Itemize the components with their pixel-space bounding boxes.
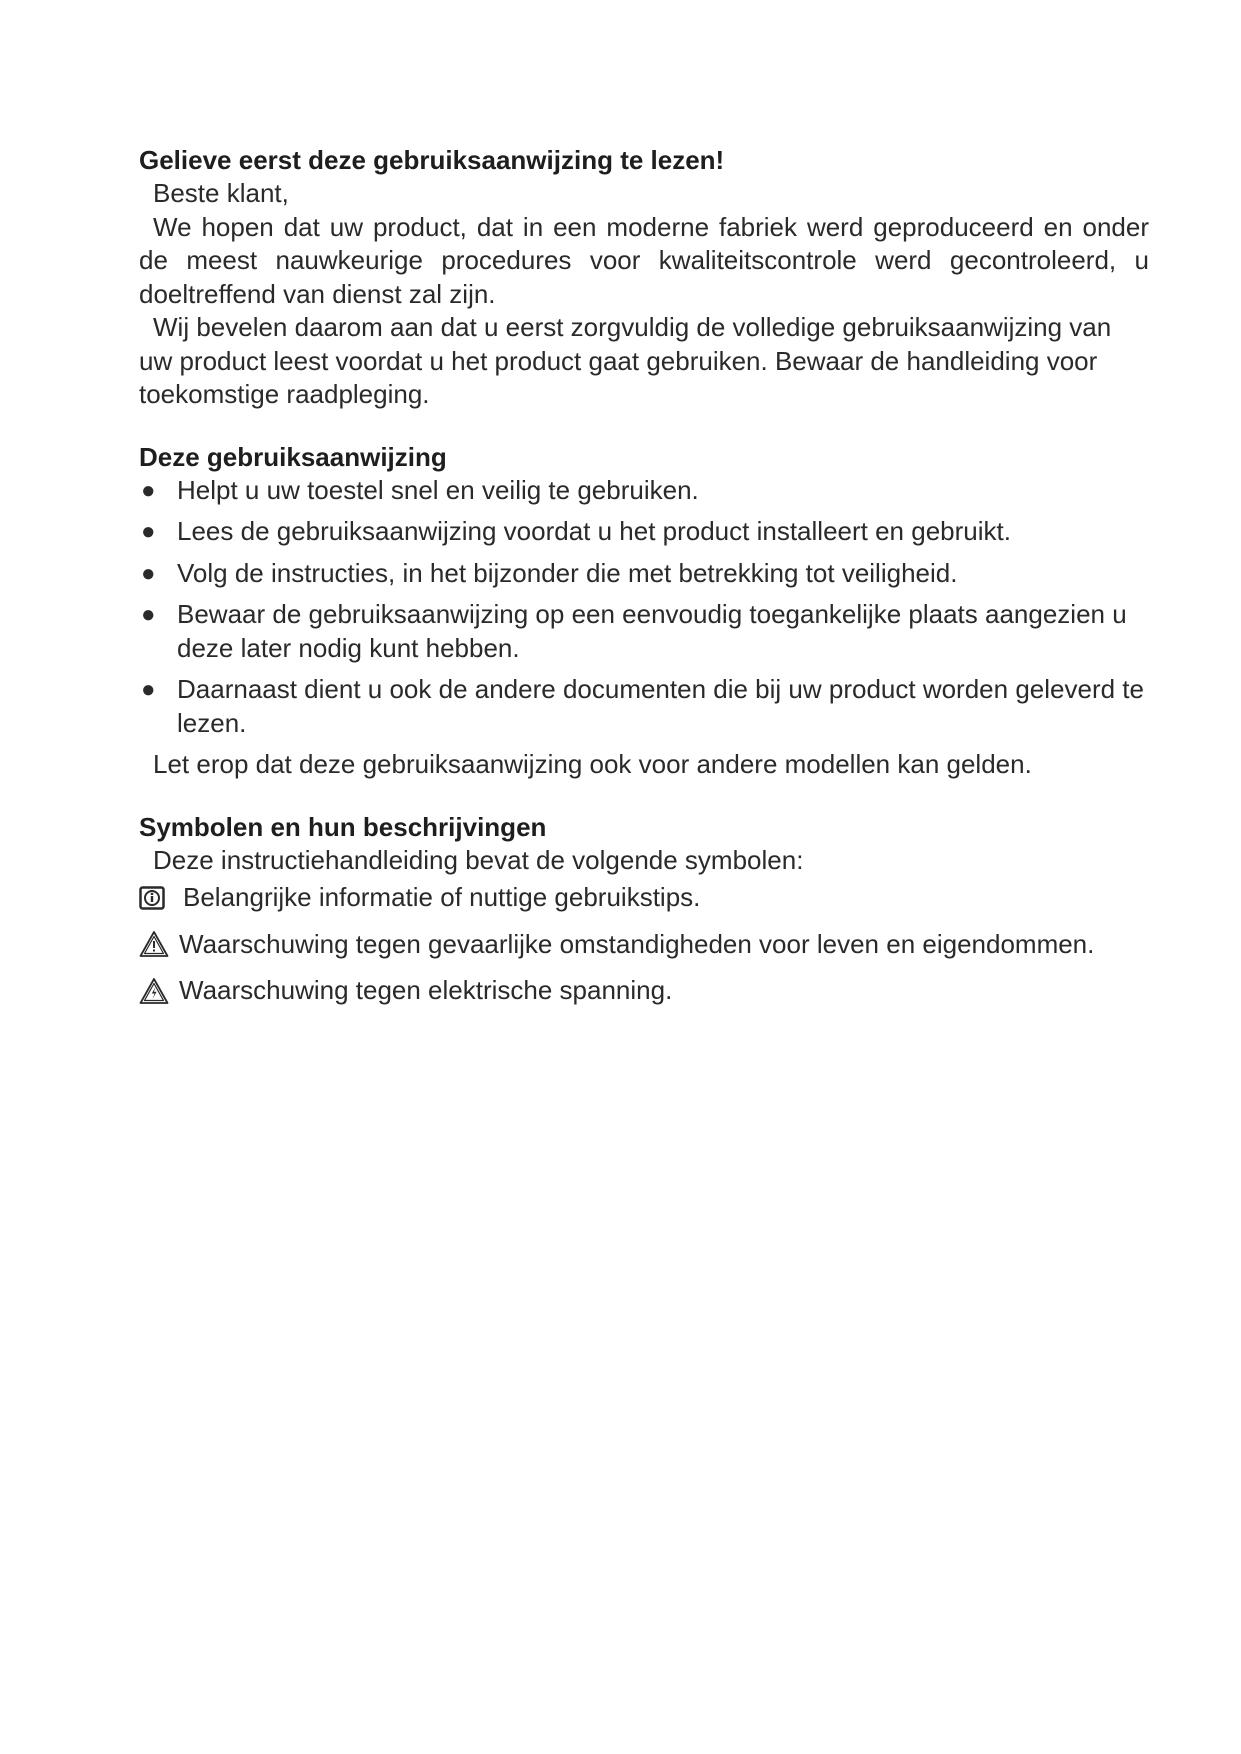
intro-paragraph-1: We hopen dat uw product, dat in een moderne fabriek werd geproduceerd en onder de meest nauwkeurige procedures voor kwaliteitscontrole werd gecontroleerd, u doeltreffend van dienst zal zijn. bbox=[139, 211, 1149, 309]
bullet-icon: ● bbox=[141, 601, 156, 628]
bullet-icon: ● bbox=[141, 476, 156, 504]
symbol-description: Waarschuwing tegen elektrische spanning. bbox=[179, 975, 673, 1005]
list-item: ● Lees de gebruiksaanwijzing voordat u het product installeert en gebruikt. bbox=[139, 515, 1149, 549]
warning-icon bbox=[139, 930, 169, 958]
bullet-icon: ● bbox=[141, 676, 156, 703]
list-item: ● Helpt u uw toestel snel en veilig te gebruiken. bbox=[139, 474, 1149, 508]
greeting: Beste klant, bbox=[153, 178, 289, 208]
section-heading-symbols: Symbolen en hun beschrijvingen bbox=[139, 811, 547, 842]
electric-warning-icon bbox=[139, 977, 169, 1005]
models-note: Let erop dat deze gebruiksaanwijzing ook voor andere modellen kan gelden. bbox=[153, 749, 1032, 779]
symbol-row-info bbox=[139, 881, 1149, 915]
section-heading-manual: Deze gebruiksaanwijzing bbox=[139, 441, 447, 472]
bullet-icon: ● bbox=[141, 518, 156, 545]
list-item: ● Daarnaast dient u ook de andere documenten die bij uw product worden geleverd te lezen. bbox=[141, 674, 1144, 738]
symbol-description: Waarschuwing tegen gevaarlijke omstandigheden voor leven en eigendommen. bbox=[179, 928, 1095, 959]
info-icon bbox=[139, 886, 165, 910]
list-item: ● Bewaar de gebruiksaanwijzing op een eenvoudig toegankelijke plaats aangezien u deze later nodig kunt hebben. bbox=[141, 599, 1127, 663]
section-heading-read-first: Gelieve eerst deze gebruiksaanwijzing te lezen! bbox=[139, 145, 725, 175]
manual-page bbox=[139, 144, 1149, 1021]
bullet-icon: ● bbox=[141, 559, 156, 587]
list-item: ● Volg de instructies, in het bijzonder die met betrekking tot veiligheid. bbox=[139, 557, 1149, 591]
symbols-intro: Deze instructiehandleiding bevat de volgende symbolen: bbox=[153, 844, 804, 875]
manual-bullet-list bbox=[139, 474, 1149, 741]
symbol-row-warning bbox=[139, 928, 1149, 962]
symbol-description: Belangrijke informatie of nuttige gebruikstips. bbox=[183, 882, 701, 912]
symbol-row-electric bbox=[139, 974, 1149, 1008]
intro-paragraph-2: Wij bevelen daarom aan dat u eerst zorgvuldig de volledige gebruiksaanwijzing van uw product leest voordat u het product gaat gebruiken. Bewaar de handleiding voor toekomstige raadpleging. bbox=[139, 312, 1112, 409]
